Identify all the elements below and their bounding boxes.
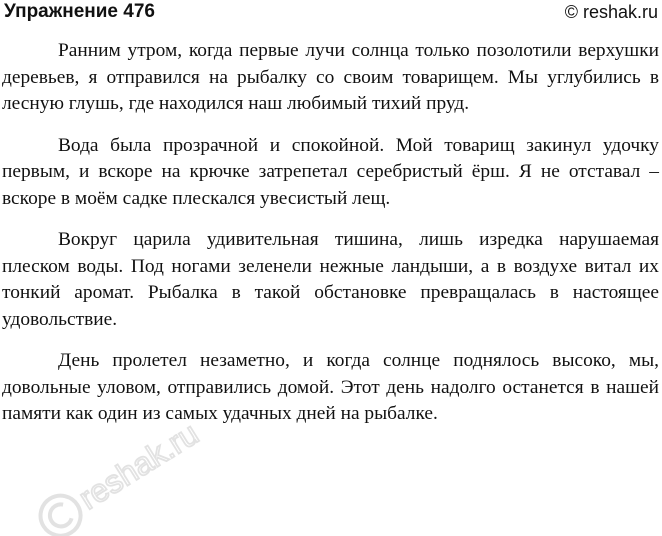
watermark-copyright-icon [33, 488, 88, 536]
watermark-copyright-c [46, 502, 73, 530]
exercise-title: Упражнение 476 [4, 1, 155, 22]
page-header [2, 0, 660, 28]
site-credit: © reshak.ru [564, 2, 658, 22]
exercise-text [2, 38, 659, 443]
paragraph-4: День пролетел незаметно, и когда солнце поднялось высоко, мы, довольные уловом, отправились домой. Этот день надолго останется в нашей памяти как один из самых удачных дней на рыбалке. [2, 350, 659, 424]
paragraph-3: Вокруг царила удивительная тишина, лишь изредка нарушаемая плеском воды. Под ногами зеленели нежные ландыши, а в воздухе витал их тонкий аромат. Рыбалка в такой обстановке превращалась в настоящее удовольствие. [2, 229, 659, 330]
paragraph-1: Ранним утром, когда первые лучи солнца только позолотили верхушки деревьев, я отправился на рыбалку со своим товарищем. Мы углубились в лесную глушь, где находился наш любимый тихий пруд. [2, 40, 659, 114]
paragraph-2: Вода была прозрачной и спокойной. Мой товарищ закинул удочку первым, и вскоре на крючке затрепетал серебристый ёрш. Я не отставал – вскоре в моём садке плескался увесистый лещ. [2, 134, 659, 209]
watermark-text: reshak.ru [72, 415, 205, 517]
